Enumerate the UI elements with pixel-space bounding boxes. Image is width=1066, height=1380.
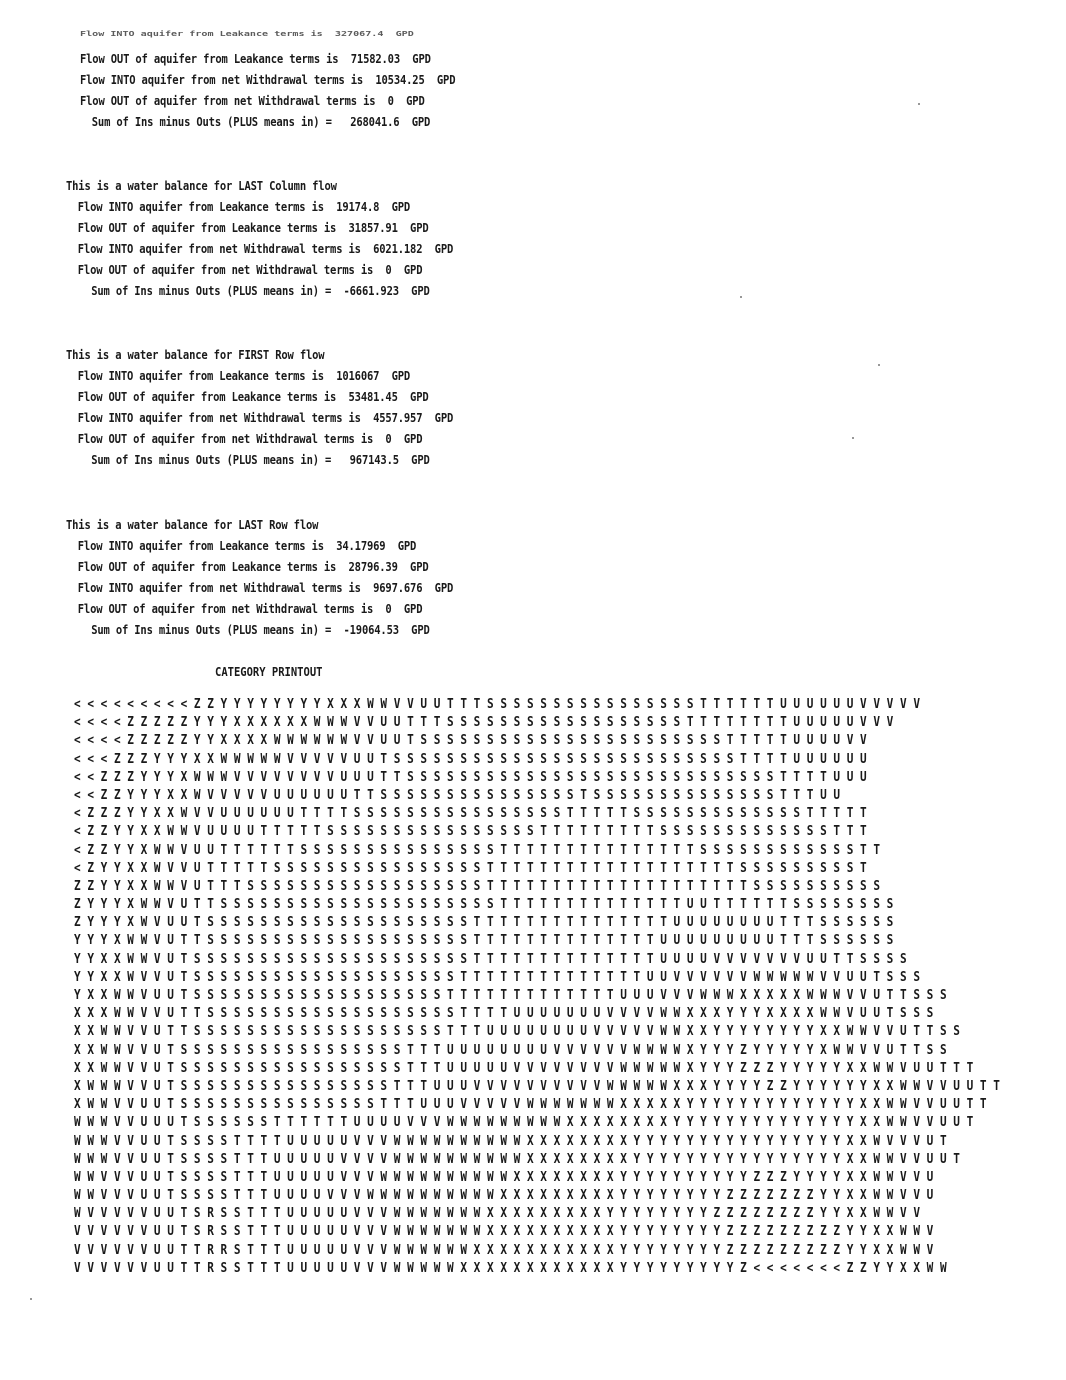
category-row: X X W W V V U T T S S S S S S S S S S S S S S S S S S S T T T U U U U U U U U V V V V V W W X X Y Y Y Y Y Y Y Y X X W W V V U T T S S: [74, 1024, 960, 1040]
balance-line: Flow OUT of aquifer from net Withdrawal terms is 0 GPD: [77, 262, 423, 277]
category-row: X W W W V V U T S S S S S S S S S S S S S S S S T T T U U U V V V V V V V V V V W W W W W X X X Y Y Y Y Z Z Y Y Y Y Y Y X X W W V V U U T T: [74, 1078, 1000, 1094]
water-balance-last-row: [66, 514, 453, 640]
category-row: < Z Z Y Y X W W V U U T T T T T T S S S S S S S S S S S S S S S T T T T T T T T T T T T T T T S S S S S S S S S S S S T T: [74, 842, 881, 858]
category-row: < < < < Z Z Z Z Z Y Y Y X X X X X X W W W V V U U T T T S S S S S S S S S S S S S S S S S S T T T T T T T T U U U U U V V V: [74, 715, 894, 731]
balance-line: Flow INTO aquifer from Leakance terms is 1016067 GPD: [77, 368, 411, 383]
balance-title: This is a water balance for FIRST Row flow: [66, 347, 325, 362]
balance-line: Flow OUT of aquifer from net Withdrawal terms is 0 GPD: [80, 93, 425, 108]
balance-sum: Sum of Ins minus Outs (PLUS means in) = 268041.6 GPD: [91, 114, 431, 129]
category-row: W W V V V U U T S S S S T T T U U U U V V V W W W W W W W W W W X X X X X X X X X Y Y Y Y Y Y Y Y Z Z Z Z Z Z Z Y Y X X W W V V U: [74, 1188, 934, 1204]
water-balance-last-column: [66, 175, 453, 301]
category-row: X X W W V V U T S S S S S S S S S S S S S S S S S T T T U U U U U U U U V V V V V V W W W W X Y Y Y Z Y Y Y Y Y X W W V V U T T S S: [74, 1042, 947, 1058]
category-row: < < < Z Z Z Y Y Y X X W W W W W V V V V V U U T S S S S S S S S S S S S S S S S S S S S S S S S S S T T T T U U U U U U: [74, 751, 867, 767]
category-row: X W W V V U U T S S S S S S S S S S S S S S S T T T U U U V V V V V W W W W W W W X X X X X Y Y Y Y Y Y Y Y Y Y Y Y Y X X W W V V U U T T: [74, 1097, 987, 1113]
balance-title: This is a water balance for LAST Column flow: [66, 178, 337, 193]
water-balance-first-row: [66, 344, 453, 470]
balance-line: Flow OUT of aquifer from net Withdrawal terms is 0 GPD: [77, 431, 423, 446]
balance-line: Flow OUT of aquifer from Leakance terms is 31857.91 GPD: [77, 220, 429, 235]
water-balance-block-continued: [80, 48, 455, 132]
balance-sum: Sum of Ins minus Outs (PLUS means in) = 967143.5 GPD: [91, 452, 430, 467]
category-row: < < Z Z Y Y Y X X W V V V V V U U U U U U T T S S S S S S S S S S S S S S S T S S S S S S S S S S S S S S T T T U U: [74, 787, 841, 803]
balance-line: Flow INTO aquifer from Leakance terms is 34.17969 GPD: [77, 538, 417, 553]
balance-line: Flow INTO aquifer from net Withdrawal terms is 4557.957 GPD: [77, 410, 454, 425]
category-row: Z Z Y Y X X W W V U T T T S S S S S S S S S S S S S S S S S S T T T T T T T T T T T T T T T T T T T T S S S S S S S S S S: [74, 878, 881, 894]
category-printout-heading: CATEGORY PRINTOUT: [215, 664, 323, 679]
category-row: < Z Y Y X X W V V U T T T T T S S S S S S S S S S S S S S S S T T T T T T T T T T T T T T T T T T T S S S S S S S S S T: [74, 860, 867, 876]
category-grid: [74, 696, 1000, 1278]
category-row: < Z Z Z Y Y X X W V V U U U U U U T T T T S S S S S S S S S S S S S S S S T T T T T S S S S S S S S S S S S S T T T T T: [74, 806, 867, 822]
category-row: < < Z Z Z Y Y Y X W W W V V V V V V V V U U U T T S S S S S S S S S S S S S S S S S S S S S S S S S S S S T T T T U U U: [74, 769, 867, 785]
cut-off-top-line: Flow INTO aquifer from Leakance terms is 327067.4 GPD: [80, 30, 414, 38]
scan-speck: [740, 296, 742, 298]
scan-speck: [878, 364, 880, 366]
category-row: W W W V V U U U T S S S S S S T T T T T T U U U U V V V W W W W W W W W W X X X X X X X X Y Y Y Y Y Y Y Y Y Y Y Y Y Y X X W W V V U U T: [74, 1115, 974, 1131]
category-row: W W V V V U U T S S S S T T T U U U U U V V V W W W W W W W W W W X X X X X X X X Y Y Y Y Y Y Y Y Y Y Z Z Z Y Y Y Y X X W W V V U: [74, 1169, 934, 1185]
scan-speck: [918, 103, 920, 105]
balance-line: Flow OUT of aquifer from Leakance terms is 71582.03 GPD: [80, 51, 431, 66]
category-row: W W W V V U U T S S S S T T T U U U U U V V V V W W W W W W W W W W X X X X X X X X Y Y Y Y Y Y Y Y Y Y Y Y Y Y Y Y X X W W V V U U T: [74, 1151, 960, 1167]
category-row: V V V V V V U U T T R S S T T T U U U U U V V V W W W W W X X X X X X X X X X X X Y Y Y Y Y Y Y Y Y Z < < < < < < < Z Z Y Y X X W W: [74, 1260, 947, 1276]
balance-line: Flow OUT of aquifer from net Withdrawal terms is 0 GPD: [77, 601, 423, 616]
category-row: W V V V V V U U T S R S S T T T U U U U U V V V W W W W W W W X X X X X X X X X Y Y Y Y Y Y Y Y Z Z Z Z Z Z Z Z Y Y X X W W V V: [74, 1206, 920, 1222]
category-row: Y X X W W V U U T S S S S S S S S S S S S S S S S S S S T T T T T T T T T T T T T U U U V V V W W W X X X X X W W W V V U T T S S S: [74, 988, 947, 1003]
balance-line: Flow INTO aquifer from net Withdrawal terms is 10534.25 GPD: [80, 72, 456, 87]
balance-line: Flow INTO aquifer from Leakance terms is 19174.8 GPD: [77, 199, 411, 214]
category-row: X X X W W V V U T T S S S S S S S S S S S S S S S S S S S T T T T U U U U U U U V V V V W W X X X Y Y Y X X X X W W V U U T S S S: [74, 1006, 934, 1022]
balance-line: Flow OUT of aquifer from Leakance terms is 28796.39 GPD: [77, 559, 429, 574]
balance-sum: Sum of Ins minus Outs (PLUS means in) = -19064.53 GPD: [91, 622, 430, 637]
balance-line: Flow OUT of aquifer from Leakance terms is 53481.45 GPD: [77, 389, 429, 404]
category-row: V V V V V V U U T T R R S T T T U U U U U V V V W W W W W W X X X X X X X X X X X Y Y Y Y Y Y Y Y Z Z Z Z Z Z Z Z Z Y Y X X W W V: [74, 1242, 934, 1258]
category-row: V V V V V V U U T S R S S T T T U U U U U V V V W W W W W W W X X X X X X X X X X Y Y Y Y Y Y Y Y Z Z Z Z Z Z Z Z Z Y Y X X W W V: [74, 1224, 934, 1240]
category-row: Y Y Y X W W V U T T S S S S S S S S S S S S S S S S S S S S T T T T T T T T T T T T T T U U U U U U U U U T T T S S S S S S: [74, 933, 894, 949]
balance-sum: Sum of Ins minus Outs (PLUS means in) = -6661.923 GPD: [91, 283, 430, 298]
balance-line: Flow INTO aquifer from net Withdrawal terms is 6021.182 GPD: [77, 241, 454, 256]
category-row: X X W W V V U T S S S S S S S S S S S S S S S S S T T T U U U U U V V V V V V V V W W W W W X Y Y Y Z Z Z Y Y Y Y Y X X W W V U U T T T: [74, 1060, 974, 1076]
scan-speck: [852, 437, 854, 439]
category-row: Y Y X X W W V U T S S S S S S S S S S S S S S S S S S S S S T T T T T T T T T T T T T T U U U U V V V V V V V U U T T S S S S: [74, 951, 907, 967]
category-row: < Z Z Y Y X X W W V U U U U T T T T T S S S S S S S S S S S S S S S S T T T T T T T T T S S S S S S S S S S S S S T T T: [74, 824, 867, 840]
balance-title: This is a water balance for LAST Row flow: [66, 517, 319, 532]
category-row: Z Y Y Y X W W V U T T S S S S S S S S S S S S S S S S S S S S S T T T T T T T T T T T T T T U U T T T T T T S S S S S S S S: [74, 897, 894, 913]
category-row: < < < < Z Z Z Z Z Y Y X X X X W W W W W W V V U U T S S S S S S S S S S S S S S S S S S S S S S S T T T T T U U U U V V: [74, 733, 867, 749]
category-row: Z Y Y Y X W V U U T S S S S S S S S S S S S S S S S S S S S T T T T T T T T T T T T T T T U U U U U U U U T T T S S S S S S: [74, 915, 894, 931]
category-row: W W W V V U U T S S S S T T T T U U U U U V V V W W W W W W W W W W X X X X X X X X Y Y Y Y Y Y Y Y Y Y Y Y Y Y Y Y X X W V V V U T: [74, 1133, 947, 1149]
balance-line: Flow INTO aquifer from net Withdrawal terms is 9697.676 GPD: [77, 580, 454, 595]
category-row: < < < < < < < < < Z Z Y Y Y Y Y Y Y Y X X X W W V V U U T T T S S S S S S S S S S S S S S S S T T T T T T U U U U U U V V V V V: [74, 697, 920, 712]
category-row: Y Y X X W V V U T S S S S S S S S S S S S S S S S S S S S T T T T T T T T T T T T T T U U V V V V V V W W W W W V V U U T S S S: [74, 969, 920, 985]
scan-speck: [30, 1298, 32, 1300]
